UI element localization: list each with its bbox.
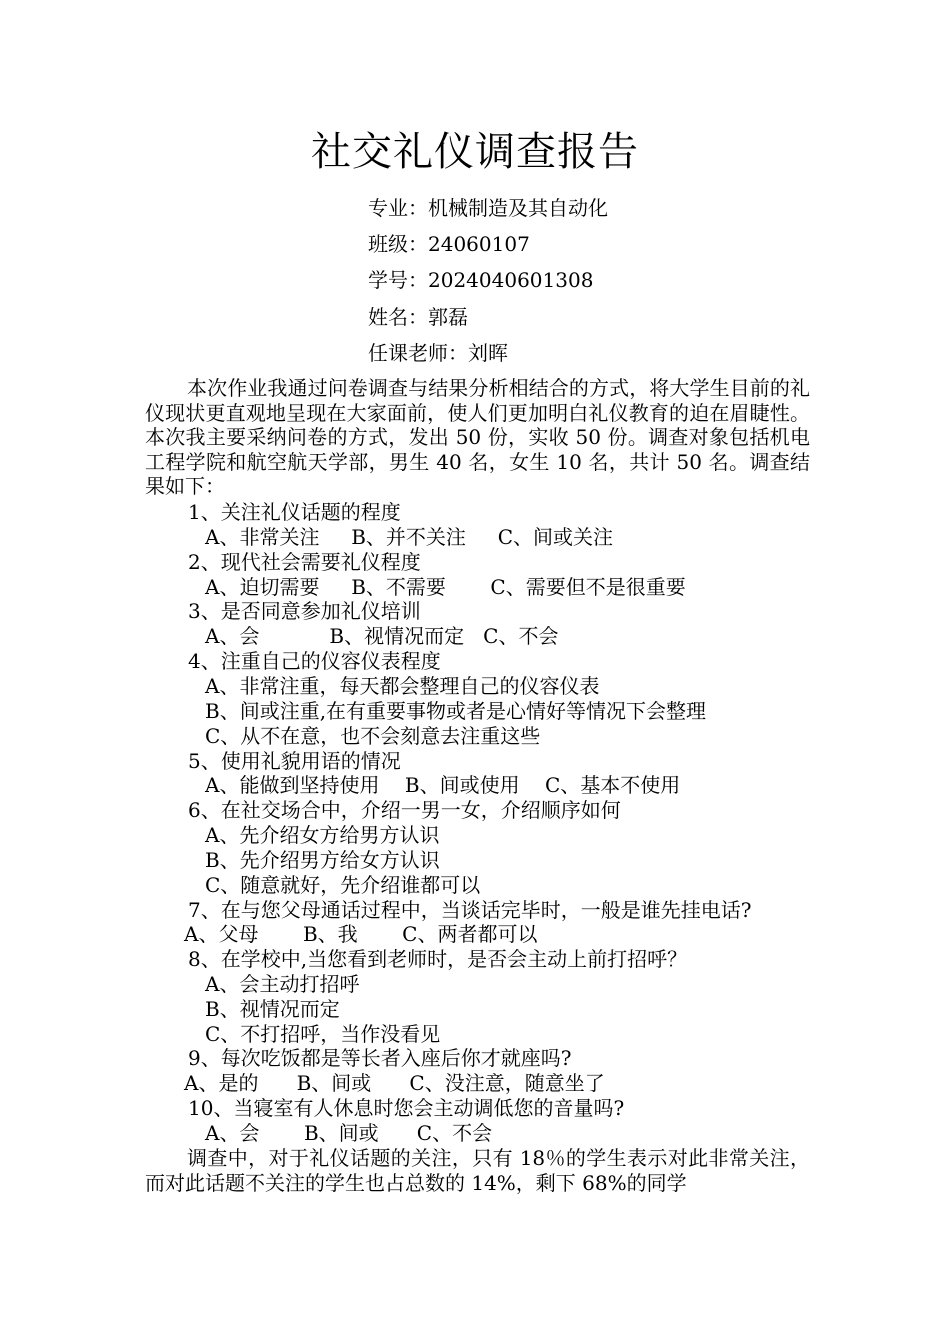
document-title: 社交礼仪调查报告 — [311, 129, 639, 175]
option-4a: A、非常注重，每天都会整理自己的仪容仪表 — [205, 674, 600, 698]
question-2: 2、现代社会需要礼仪程度 — [188, 550, 421, 574]
options-10: A、会 B、间或 C、不会 — [205, 1121, 493, 1145]
question-1: 1、关注礼仪话题的程度 — [188, 500, 401, 524]
question-9: 9、每次吃饭都是等长者入座后你才就座吗? — [188, 1046, 572, 1070]
options-7: A、父母 B、我 C、两者都可以 — [184, 922, 538, 946]
meta-name: 姓名：郭磊 — [368, 305, 468, 329]
intro-paragraph: 本次作业我通过问卷调查与结果分析相结合的方式，将大学生目前的礼仪现状更直观地呈现在大家面前，使人们更加明白礼仪教育的迫在眉睫性。本次我主要采纳问卷的方式，发出 50 份，实收 50 份。调查对象包括机电工程学院和航空航天学部，男生 40 名，女生 10 名，共计 50 名。调查结果如下： — [145, 376, 810, 498]
question-6: 6、在社交场合中，介绍一男一女，介绍顺序如何 — [188, 798, 621, 822]
option-6b: B、先介绍男方给女方认识 — [205, 848, 440, 872]
options-3: A、会 B、视情况而定 C、不会 — [205, 624, 559, 648]
meta-major: 专业：机械制造及其自动化 — [368, 196, 608, 220]
option-8c: C、不打招呼，当作没看见 — [205, 1022, 441, 1046]
meta-student-id: 学号：2024040601308 — [368, 268, 594, 292]
options-1: A、非常关注 B、并不关注 C、间或关注 — [205, 525, 614, 549]
question-7: 7、在与您父母通话过程中，当谈话完毕时，一般是谁先挂电话? — [188, 898, 752, 922]
meta-teacher: 任课老师：刘晖 — [368, 341, 508, 365]
option-4b: B、间或注重,在有重要事物或者是心情好等情况下会整理 — [205, 699, 707, 723]
options-5: A、能做到坚持使用 B、间或使用 C、基本不使用 — [205, 773, 681, 797]
meta-class: 班级：24060107 — [368, 232, 530, 256]
question-5: 5、使用礼貌用语的情况 — [188, 749, 401, 773]
option-6a: A、先介绍女方给男方认识 — [205, 823, 440, 847]
option-6c: C、随意就好，先介绍谁都可以 — [205, 873, 481, 897]
question-10: 10、当寝室有人休息时您会主动调低您的音量吗? — [188, 1096, 625, 1120]
question-8: 8、在学校中,当您看到老师时，是否会主动上前打招呼？ — [188, 947, 688, 971]
option-4c: C、从不在意，也不会刻意去注重这些 — [205, 724, 541, 748]
options-9: A、是的 B、间或 C、没注意，随意坐了 — [184, 1071, 605, 1095]
summary-paragraph: 调查中，对于礼仪话题的关注，只有 18％的学生表示对此非常关注，而对此话题不关注的学生也占总数的 14%，剩下 68%的同学 — [145, 1146, 810, 1195]
question-4: 4、注重自己的仪容仪表程度 — [188, 649, 441, 673]
question-3: 3、是否同意参加礼仪培训 — [188, 599, 421, 623]
option-8a: A、会主动打招呼 — [205, 972, 360, 996]
option-8b: B、视情况而定 — [205, 997, 340, 1021]
options-2: A、迫切需要 B、不需要 C、需要但不是很重要 — [205, 575, 686, 599]
